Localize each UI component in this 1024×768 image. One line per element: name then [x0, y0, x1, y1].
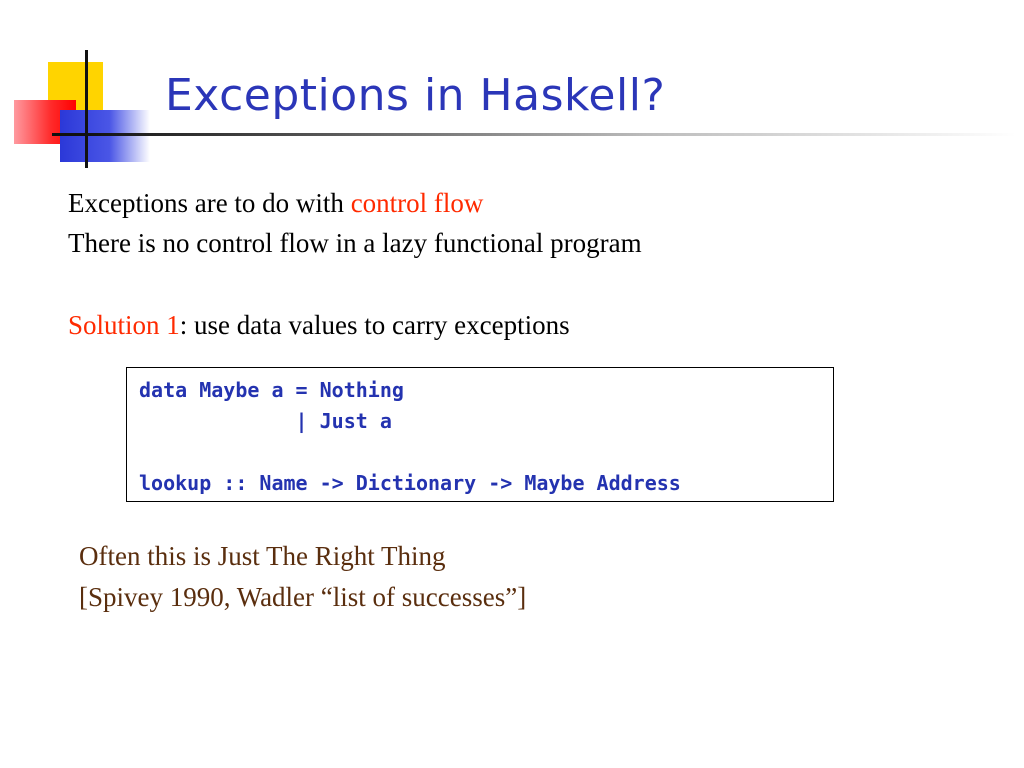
code-block	[126, 367, 834, 502]
body-line-2: There is no control flow in a lazy functional program	[68, 228, 642, 258]
vertical-rule	[85, 50, 88, 168]
footer-line-1: Often this is Just The Right Thing	[79, 541, 446, 571]
blue-square	[60, 110, 150, 162]
code-line-3: lookup :: Name -> Dictionary -> Maybe Address	[139, 471, 681, 495]
code-line-1: data Maybe a = Nothing	[139, 378, 404, 402]
control-flow-highlight: control flow	[350, 188, 484, 218]
code-line-2: | Just a	[139, 409, 392, 433]
slide-title: Exceptions in Haskell?	[165, 70, 666, 121]
footer-line-2: [Spivey 1990, Wadler “list of successes”]	[79, 582, 527, 612]
title-underline	[86, 133, 1016, 136]
body-line-1	[68, 188, 483, 219]
slide-logo-decoration	[0, 0, 160, 180]
body-line-1-text: Exceptions are to do with	[68, 188, 351, 218]
body-line-3	[68, 310, 570, 341]
solution-label: Solution 1	[68, 310, 180, 340]
solution-text: : use data values to carry exceptions	[179, 310, 570, 340]
